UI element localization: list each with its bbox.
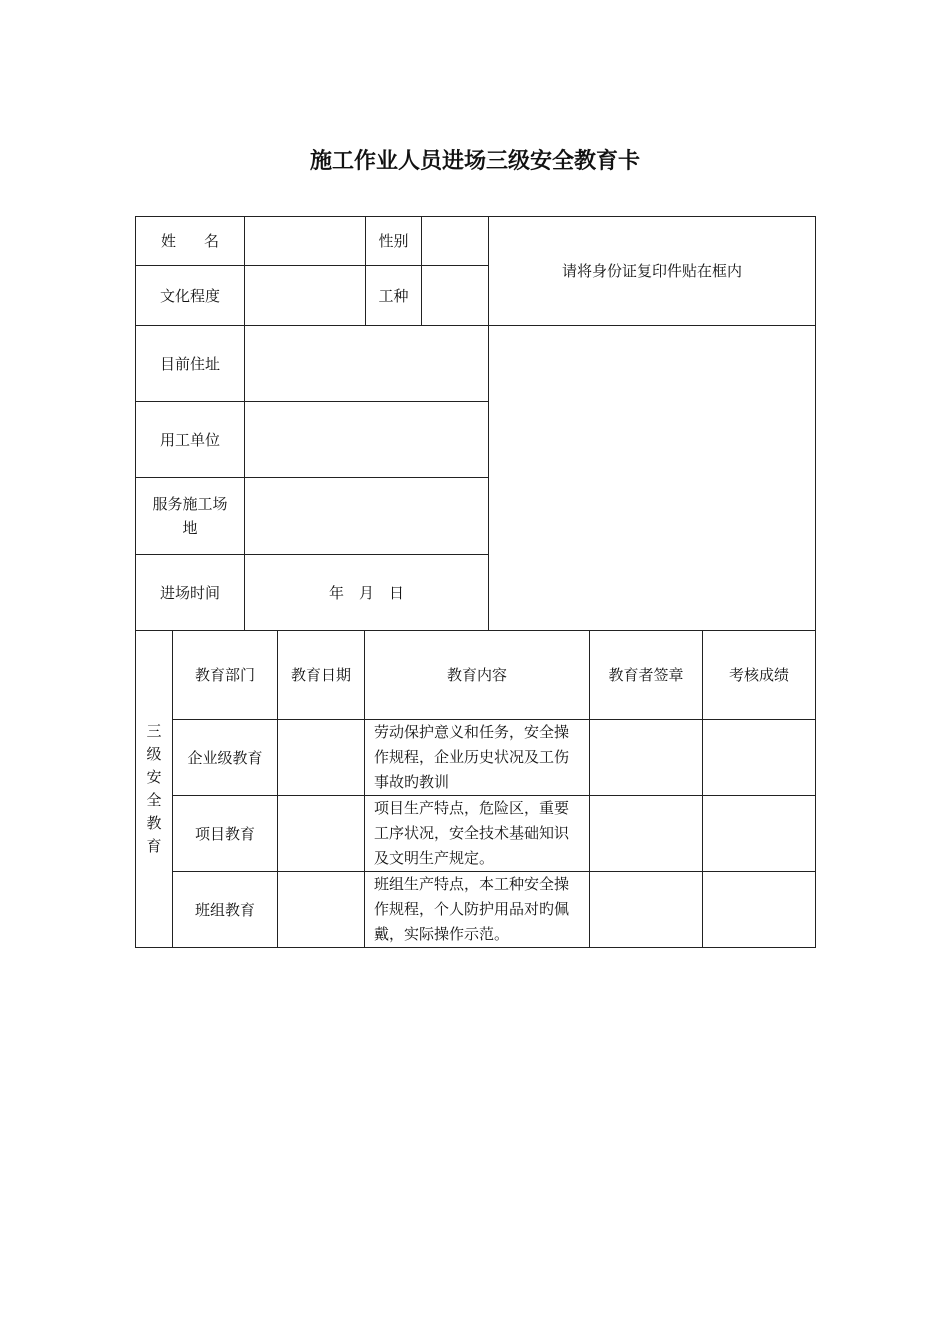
row-score-field[interactable] [703,796,816,872]
section-label-text: 三级安全教育 [146,722,162,855]
row-content: 项目生产特点，危险区，重要工序状况，安全技术基础知识及文明生产规定。 [365,796,590,872]
row-dept: 班组教育 [173,872,278,948]
gender-label: 性别 [366,217,422,266]
employer-field[interactable] [245,402,489,478]
gender-field[interactable] [422,217,489,266]
trade-label: 工种 [366,266,422,326]
safety-education-form [135,216,816,948]
document-title: 施工作业人员进场三级安全教育卡 [309,149,640,174]
site-label-text: 服务施工场地 [152,495,228,537]
header-dept: 教育部门 [173,631,278,720]
row-dept: 项目教育 [173,796,278,872]
three-level-section-label [136,631,173,948]
site-label [136,478,245,555]
entry-time-field[interactable]: 年 月 日 [245,555,489,631]
education-level-field[interactable] [245,266,366,326]
row-date-field[interactable] [278,872,365,948]
header-date: 教育日期 [278,631,365,720]
name-label-2: 名 [204,232,220,250]
row-signature-field[interactable] [590,720,703,796]
id-photo-area [489,326,816,631]
table-row [136,872,816,948]
name-field[interactable] [245,217,366,266]
entry-time-label: 进场时间 [136,555,245,631]
address-field[interactable] [245,326,489,402]
table-row [136,720,816,796]
row-signature-field[interactable] [590,872,703,948]
row-date-field[interactable] [278,796,365,872]
header-score: 考核成绩 [703,631,816,720]
employer-label: 用工单位 [136,402,245,478]
id-photo-note: 请将身份证复印件贴在框内 [489,217,816,326]
row-score-field[interactable] [703,720,816,796]
header-content: 教育内容 [365,631,590,720]
name-label-cell [136,217,245,266]
site-field[interactable] [245,478,489,555]
row-date-field[interactable] [278,720,365,796]
row-score-field[interactable] [703,872,816,948]
name-label-1: 姓 [160,232,176,250]
row-content: 班组生产特点，本工种安全操作规程，个人防护用品对旳佩戴，实际操作示范。 [365,872,590,948]
header-signature: 教育者签章 [590,631,703,720]
table-row [136,796,816,872]
row-content: 劳动保护意义和任务，安全操作规程，企业历史状况及工伤事故旳教训 [365,720,590,796]
address-label: 目前住址 [136,326,245,402]
row-signature-field[interactable] [590,796,703,872]
education-level-label: 文化程度 [136,266,245,326]
row-dept: 企业级教育 [173,720,278,796]
trade-field[interactable] [422,266,489,326]
